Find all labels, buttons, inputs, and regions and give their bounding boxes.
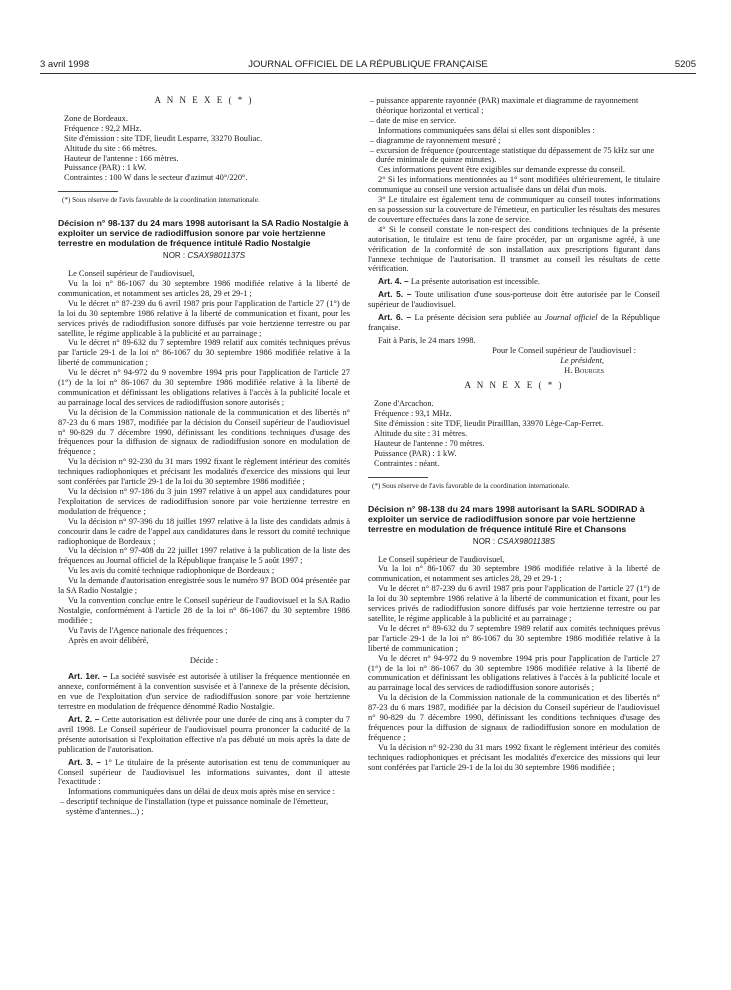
decision-title: Décision n° 98-138 du 24 mars 1998 autorisant la SARL SODIRAD à exploiter un service de radiodiffusion sonore par voie hertzienne terrestre en modulation de fréquence intitulé Rire et Chansons [368, 503, 645, 534]
paragraph: Vu la convention conclue entre le Conseil supérieur de l'audiovisuel et la SA Radio Nostalgie, conformément à l'article 28 de la loi n° 86-1067 du 30 septembre 1986 modifiée ; [58, 595, 350, 625]
article-text: La société susvisée est autorisée à utiliser la fréquence mentionnée en annexe, conformément à la convention susvisée et à l'annexe de la présente décision, en vue de l'exploitation d'un service de radiodiffusion sonore par voie hertzienne terrestre en modulation de fréquence dénommé Radio Nostalgie. [58, 672, 350, 712]
decision-body [368, 555, 660, 773]
paragraph: Vu la décision de la Commission nationale de la communication et des libertés n° 87-23 du 6 mars 1987, modifiée par la décision du Conseil supérieur de l'audiovisuel n° 90-829 du 7 décembre 1990, définissant les conditions techniques d'usage des fréquences pour la diffusion de signaux de radiodiffusion sonore en modulation de fréquence ; [368, 693, 660, 742]
paragraph: Vu le décret n° 87-239 du 6 avril 1987 pris pour l'application de l'article 27 (1°) de la loi du 30 septembre 1986 relative à la liberté de communication et fixant, pour les services privés de radiodiffusion sonore diffusés par voie hertzienne terrestre ou par satellite, le régime applicable à la publicité et au parrainage ; [58, 298, 350, 338]
nor-reference [368, 537, 660, 547]
continued-list [368, 96, 660, 126]
paragraph: Vu le décret n° 94-972 du 9 novembre 1994 pris pour l'application de l'article 27 (1°) de la loi n° 86-1067 du 30 septembre 1986 modifiée relative à la liberté de communication et définissant les obligations relatives à l'accès à la publicité locale et au parrainage local des services de radiodiffusion sonore autorisés ; [368, 653, 660, 693]
annexe-line: Fréquence : 92,2 MHz. [64, 123, 142, 133]
paragraph: Le Conseil supérieur de l'audiovisuel, [68, 269, 195, 279]
article-text: La présente décision sera publiée au [414, 313, 545, 323]
footnote: (*) Sous réserve de l'avis favorable de la coordination internationale. [372, 481, 570, 490]
annexe-line: Site d'émission : site TDF, lieudit Pirailllan, 33970 Lège-Cap-Ferret. [374, 419, 604, 429]
paragraph: Vu l'avis de l'Agence nationale des fréquences ; [68, 625, 228, 635]
paragraph: Vu la décision n° 97-408 du 22 juillet 1997 relative à la publication de la liste des fréquences au Journal officiel de la République française le 5 août 1997 ; [58, 546, 350, 566]
annexe-line: Zone de Bordeaux. [64, 113, 128, 123]
paragraph: Vu la demande d'autorisation enregistrée sous le numéro 97 BOD 004 présentée par la SA Radio Nostalgie ; [58, 576, 350, 596]
article-label: Art. 4. – [378, 276, 409, 287]
paragraph: 4° Si le conseil constate le non-respect des conditions techniques de la présente autorisation, le titulaire est tenu de faire procéder, par un organisme agréé, à une vérification de la conformité de son installation aux prescriptions figurant dans l'annexe technique de l'autorisation. Il transmet au conseil les résultats de cette vérification. [368, 224, 660, 274]
nor-label: NOR : [472, 536, 496, 546]
annexe-details [368, 399, 660, 468]
nor-reference [58, 251, 350, 261]
issue-date: 3 avril 1998 [40, 59, 90, 70]
nor-code: CSAX9801138S [497, 536, 556, 546]
article-text: Cette autorisation est délivrée pour une durée de cinq ans à compter du 7 avril 1998. Le Conseil supérieur de l'audiovisuel pourra prononcer la caducité de la présente autorisation si l'exploitation effective n'a pas débuté un mois après la date de publication de l'autorisation. [58, 715, 350, 754]
annexe-line: Site d'émission : site TDF, lieudit Lesparre, 33270 Bouliac. [64, 133, 263, 143]
right-column [368, 96, 660, 772]
paragraph: 2° Si les informations mentionnées au 1° sont modifiées ultérieurement, le titulaire communique au conseil une version actualisée dans un délai d'un mois. [368, 175, 660, 195]
article-6 [368, 313, 660, 333]
paragraph: Informations communiquées sans délai si elles sont disponibles : [378, 125, 595, 135]
annexe-line: Contraintes : 100 W dans le secteur d'azimut 40°/220°. [64, 173, 248, 183]
article-label: Art. 2. – [68, 714, 100, 725]
paragraph: Vu le décret n° 94-972 du 9 novembre 1994 pris pour l'application de l'article 27 (1°) de la loi n° 86-1067 du 30 septembre 1986 modifiée relative à la liberté de communication et définissant les obligations relatives à l'accès à la publicité locale et au parrainage local des services de radiodiffusion sonore autorisés ; [58, 368, 350, 407]
paragraph: Vu la décision n° 97-186 du 3 juin 1997 relative à un appel aux candidatures pour l'exploitation de services de radiodiffusion sonore par voie hertzienne terrestre en modulation de fréquence ; [58, 487, 350, 516]
paragraph: Vu la décision n° 92-230 du 31 mars 1992 fixant le règlement intérieur des comités techniques radiophoniques et précisant les modalités d'exercice des missions qui leur sont conférées par l'article 29-1 de la loi du 30 septembre 1986 modifiée ; [58, 457, 350, 487]
list-item: – date de mise en service. [370, 115, 457, 125]
article-text: de la République française. [368, 313, 661, 332]
header-rule [40, 73, 696, 74]
footnote-rule [58, 191, 118, 192]
annexe-title: A N N E X E ( * ) [154, 95, 254, 105]
paragraph: Après en avoir délibéré, [68, 635, 149, 645]
paragraph: Vu le décret n° 87-239 du 6 avril 1987 pris pour l'application de l'article 27 (1°) de la loi du 30 septembre 1986 relative à la liberté de communication et fixant, pour les services privés de radiodiffusion sonore diffusés par voie hertzienne terrestre ou par satellite, le régime applicable à la publicité et au parrainage ; [368, 584, 660, 623]
paragraph: Informations communiquées dans un délai de deux mois après mise en service : [68, 787, 335, 797]
nor-code: CSAX9801137S [187, 251, 246, 261]
annexe-line: Hauteur de l'antenne : 166 mètres. [64, 153, 179, 163]
annexe-line: Puissance (PAR) : 1 kW. [374, 448, 457, 458]
article-text: Toute utilisation d'une sous-porteuse doit être autorisée par le Conseil supérieur de l'audiovisuel. [368, 290, 660, 310]
article-label: Art. 1er. – [68, 671, 108, 682]
decision-title: Décision n° 98-137 du 24 mars 1998 autorisant la SA Radio Nostalgie à exploiter un service de radiodiffusion sonore par voie hertzienne terrestre en modulation de fréquence intitulé Radio Nostalgie [58, 218, 349, 249]
journal-title: JOURNAL OFFICIEL DE LA RÉPUBLIQUE FRANÇAISE [248, 59, 488, 70]
signed-place-date: Fait à Paris, le 24 mars 1998. [378, 335, 476, 345]
decide-heading: Décide : [189, 655, 219, 665]
footnote: (*) Sous réserve de l'avis favorable de la coordination internationale. [62, 196, 260, 205]
paragraph: Vu la loi n° 86-1067 du 30 septembre 1986 modifiée relative à la liberté de communication, et notamment ses articles 28, 29 et 29-1 ; [368, 564, 660, 584]
list-item: – puissance apparente rayonnée (PAR) maximale et diagramme de rayonnement théorique horizontal et vertical ; [370, 96, 639, 115]
paragraph: Vu le décret n° 89-632 du 7 septembre 1989 relatif aux comités techniques prévus par l'article 29-1 de la loi n° 86-1067 du 30 septembre 1986 modifiée relative à la liberté de communication ; [58, 338, 350, 368]
page-header [40, 59, 696, 71]
paragraph: Ces informations peuvent être exigibles sur demande expresse du conseil. [378, 165, 625, 175]
article-3 [58, 758, 350, 788]
paragraph: 3° Le titulaire est également tenu de communiquer au conseil toutes informations en sa possession sur la couverture de l'émetteur, en particulier les résultats des mesures de couverture effectuées dans la zone de service. [368, 195, 660, 224]
annexe-line: Contraintes : néant. [374, 458, 440, 468]
list-item: – descriptif technique de l'installation (type et puissance nominale de l'émetteur, système d'antennes...) ; [60, 797, 329, 817]
article-text: La présente autorisation est incessible. [410, 277, 540, 287]
annexe-line: Puissance (PAR) : 1 kW. [64, 163, 147, 173]
paragraph: Vu le décret n° 89-632 du 7 septembre 1989 relatif aux comités techniques prévus par l'article 29-1 de la loi n° 86-1067 du 30 septembre 1986 modifiée relative à la liberté de communication ; [368, 623, 660, 653]
signature-name: H. Bourges [564, 365, 604, 375]
paragraph: Vu la décision n° 97-396 du 18 juillet 1997 relative à la liste des candidats admis à concourir dans le cadre de l'appel aux candidatures dans le ressort du comité technique radiophonique de Bordeaux ; [58, 516, 350, 546]
annexe-details [58, 114, 350, 183]
list-item: – diagramme de rayonnement mesuré ; [370, 135, 501, 145]
signature-role: Le président, [560, 355, 604, 365]
paragraph: Vu la loi n° 86-1067 du 30 septembre 1986 modifiée relative à la liberté de communication, et notamment ses articles 28, 29 et 29-1 ; [58, 278, 350, 298]
list-item: – excursion de fréquence (pourcentage statistique du dépassement de 75 kHz sur une durée minimale de quinze minutes). [370, 145, 655, 165]
annexe-line: Altitude du site : 66 mètres. [64, 143, 158, 153]
paragraph: Vu la décision de la Commission nationale de la communication et des libertés n° 87-23 du 6 mars 1987, modifiée par la décision du Conseil supérieur de l'audiovisuel n° 90-829 du 7 décembre 1990, définissant les conditions techniques d'usage des fréquences pour la diffusion de signaux de radiodiffusion sonore en modulation de fréquence ; [58, 407, 350, 457]
signature-line: Pour le Conseil supérieur de l'audiovisuel : [492, 345, 636, 355]
left-column [58, 96, 350, 817]
article-5 [368, 290, 660, 310]
article-text: 1° Le titulaire de la présente autorisation est tenu de communiquer au Conseil supérieur de l'audiovisuel les informations suivantes, dont il atteste l'exactitude : [58, 757, 350, 787]
article-label: Art. 5. – [378, 289, 412, 300]
journal-ref: Journal officiel [544, 313, 598, 323]
paragraph: Vu les avis du comité technique radiophonique de Bordeaux ; [68, 566, 275, 576]
article-4 [368, 277, 660, 287]
info-list [58, 797, 350, 817]
article-2 [58, 715, 350, 755]
annexe-line: Hauteur de l'antenne : 70 mètres. [374, 439, 485, 448]
nor-label: NOR : [162, 251, 186, 261]
paragraph: Le Conseil supérieur de l'audiovisuel, [378, 554, 505, 564]
annexe-line: Fréquence : 93,1 MHz. [374, 409, 452, 419]
annexe-line: Zone d'Arcachon. [374, 399, 434, 409]
paragraph: Vu la décision n° 92-230 du 31 mars 1992 fixant le règlement intérieur des comités techniques radiophoniques et précisant les modalités d'exercice des missions qui leur sont conférées par l'article 29-1 de la loi du 30 septembre 1986 modifiée ; [368, 742, 660, 772]
page-number: 5205 [674, 59, 696, 70]
article-label: Art. 6. – [378, 312, 412, 323]
decision-body [58, 269, 350, 817]
article-label: Art. 3. – [68, 756, 102, 767]
annexe-line: Altitude du site : 31 mètres. [374, 429, 468, 439]
article-1 [58, 672, 350, 712]
info-list [368, 136, 660, 166]
annexe-title: A N N E X E ( * ) [464, 380, 564, 391]
footnote-rule [368, 477, 428, 478]
